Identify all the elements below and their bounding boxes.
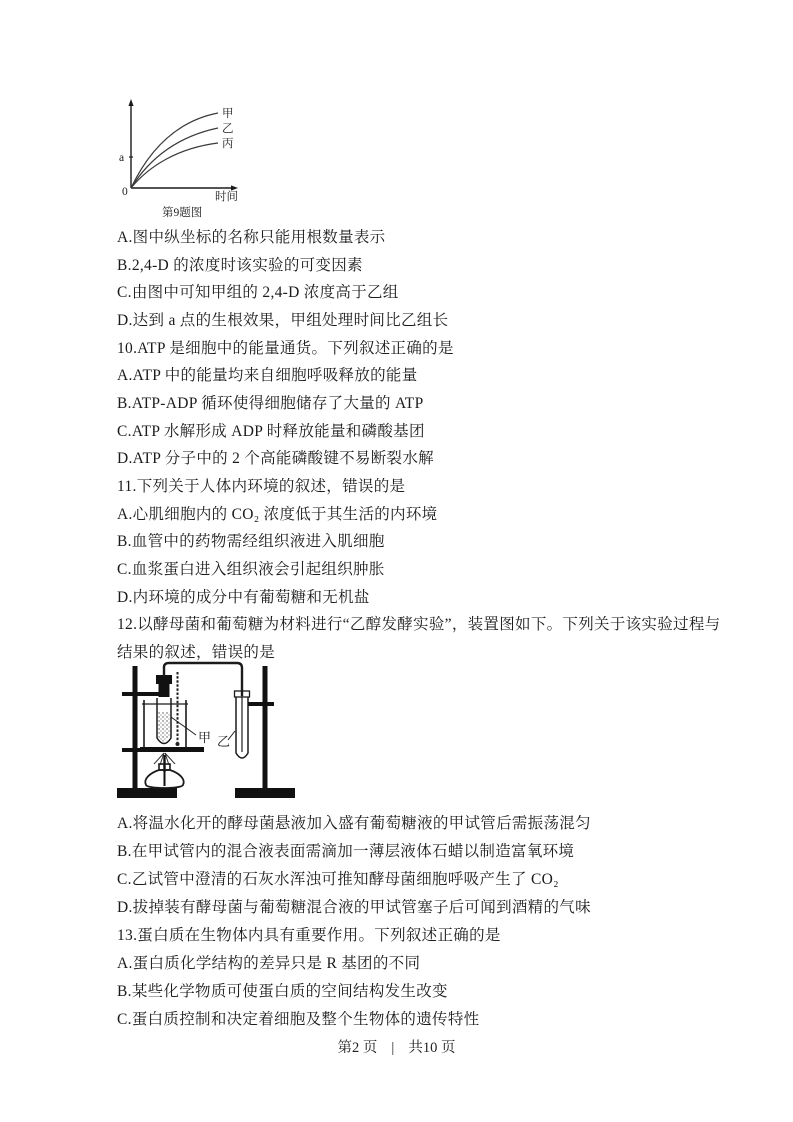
question-12-stem-line1: 12.以酵母菌和葡萄糖为材料进行“乙醇发酵实验”，装置图如下。下列关于该实验过程与 bbox=[117, 616, 721, 634]
question-10-stem: 10.ATP 是细胞中的能量通货。下列叙述正确的是 bbox=[117, 339, 454, 357]
heating-platform bbox=[140, 747, 204, 765]
right-stand bbox=[235, 666, 295, 798]
fermentation-apparatus-figure bbox=[114, 660, 296, 802]
question-13-stem: 13.蛋白质在生物体内具有重要作用。下列叙述正确的是 bbox=[117, 927, 501, 944]
curve-label-jia: 甲 bbox=[222, 108, 234, 120]
x-axis-label: 时间 bbox=[215, 191, 238, 203]
curve-jia bbox=[131, 113, 218, 188]
stopper-top bbox=[156, 675, 172, 684]
growth-curves-chart bbox=[114, 96, 254, 220]
question-12-option-c: C.乙试管中澄清的石灰水浑浊可推知酵母菌细胞呼吸产生了 CO₂ bbox=[117, 871, 559, 888]
question-12-option-b: B.在甲试管内的混合液表面需滴加一薄层液体石蜡以制造富氧环境 bbox=[117, 843, 575, 860]
question-11-option-d: D.内环境的成分中有葡萄糖和无机盐 bbox=[117, 588, 370, 606]
question-12-stem-line2: 结果的叙述，错误的是 bbox=[117, 644, 276, 662]
test-tube-jia bbox=[156, 675, 172, 744]
question9-chart-figure bbox=[114, 96, 254, 220]
question-10-option-b: B.ATP-ADP 循环使得细胞储存了大量的 ATP bbox=[117, 394, 424, 412]
question-9-option-a: A.图中纵坐标的名称只能用根数量表示 bbox=[117, 228, 386, 246]
yi-label: 乙 bbox=[217, 734, 231, 749]
chart-curves bbox=[131, 113, 218, 188]
question-11-option-a: A.心肌细胞内的 CO₂ 浓度低于其生活的内环境 bbox=[117, 505, 438, 523]
question-10-option-d: D.ATP 分子中的 2 个高能磷酸键不易断裂水解 bbox=[117, 450, 434, 468]
questions-block-lower bbox=[117, 808, 733, 1032]
stopper-neck bbox=[159, 684, 170, 697]
footer-page-number: 第2 页 bbox=[337, 1040, 378, 1056]
question-9-option-c: C.由图中可知甲组的 2,4-D 浓度高于乙组 bbox=[117, 284, 399, 302]
question-12-option-a: A.将温水化开的酵母菌悬液加入盛有葡萄糖液的甲试管后需振荡混匀 bbox=[117, 815, 591, 832]
question-11-option-c: C.血浆蛋白进入组织液会引起组织肿胀 bbox=[117, 561, 385, 579]
question-11-stem: 11.下列关于人体内环境的叙述，错误的是 bbox=[117, 478, 406, 496]
y-tick-label-a: a bbox=[119, 152, 125, 164]
footer-total-pages: 共10 页 bbox=[408, 1040, 456, 1056]
curve-label-yi: 乙 bbox=[222, 123, 234, 135]
chart-caption: 第9题图 bbox=[162, 207, 203, 219]
jia-pointer-line bbox=[171, 717, 196, 735]
page-footer bbox=[0, 1036, 793, 1057]
curve-yi bbox=[131, 128, 218, 188]
question-12-option-d: D.拔掉装有酵母菌与葡萄糖混合液的甲试管塞子后可闻到酒精的气味 bbox=[117, 899, 591, 916]
alcohol-lamp bbox=[145, 755, 183, 788]
curve-label-bing: 丙 bbox=[222, 138, 234, 150]
fermentation-apparatus-diagram bbox=[114, 660, 296, 802]
jia-label: 甲 bbox=[198, 730, 212, 745]
origin-label: 0 bbox=[122, 186, 128, 198]
question-13-option-a: A.蛋白质化学结构的差异只是 R 基团的不同 bbox=[117, 955, 421, 972]
question-9-option-d: D.达到 a 点的生根效果，甲组处理时间比乙组长 bbox=[117, 311, 449, 329]
thermometer bbox=[176, 672, 180, 746]
question-9-option-b: B.2,4-D 的浓度时该实验的可变因素 bbox=[117, 256, 363, 274]
question-13-option-b: B.某些化学物质可使蛋白质的空间结构发生改变 bbox=[117, 983, 448, 1000]
chart-axes bbox=[131, 104, 233, 188]
question-13-option-c: C.蛋白质控制和决定着细胞及整个生物体的遗传特性 bbox=[117, 1011, 480, 1028]
question-10-option-a: A.ATP 中的能量均来自细胞呼吸释放的能量 bbox=[117, 367, 418, 385]
question-11-option-b: B.血管中的药物需经组织液进入肌细胞 bbox=[117, 533, 385, 551]
footer-separator: | bbox=[391, 1040, 395, 1056]
questions-block-upper bbox=[117, 222, 733, 665]
question-10-option-c: C.ATP 水解形成 ADP 时释放能量和磷酸基团 bbox=[117, 422, 425, 440]
